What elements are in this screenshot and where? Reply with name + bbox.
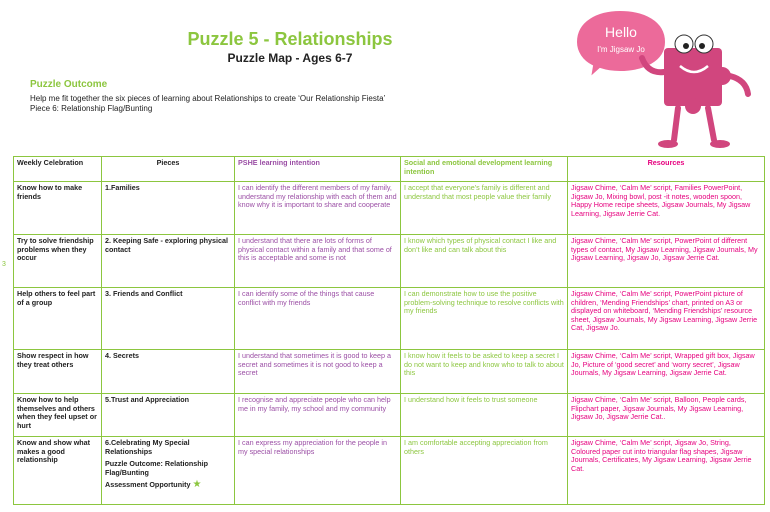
- piece-cell: 4. Secrets: [102, 350, 235, 394]
- header-pieces: Pieces: [102, 157, 235, 182]
- table-row: [14, 235, 765, 288]
- pshe-cell: I understand that sometimes it is good to keep a secret and sometimes it is not good to keep a secret: [235, 350, 401, 394]
- resources-cell: Jigsaw Chime, ‘Calm Me’ script, PowerPoint picture of children, ‘Mending Friendships’ chart, printed on A3 or displayed on whiteboard, ‘Mending Friendships’ resource sheet, Jigsaw Journals, My Jigsaw Learning, Jigsaw Jerrie Cat, Jigsaw Jo.: [568, 288, 765, 350]
- piece-cell: 3. Friends and Conflict: [102, 288, 235, 350]
- piece-outcome: Puzzle Outcome: Relationship Flag/Bunting: [105, 459, 209, 477]
- resources-cell: Jigsaw Chime, ‘Calm Me’ script, Balloon, People cards, Flipchart paper, Jigsaw Journals, My Jigsaw Learning, Jigsaw Jo, Jigsaw Jerrie Cat..: [568, 394, 765, 437]
- pshe-cell: I can identify some of the things that cause conflict with my friends: [235, 288, 401, 350]
- pshe-cell: I recognise and appreciate people who can help me in my family, my school and my community: [235, 394, 401, 437]
- header-pshe: PSHE learning intention: [235, 157, 401, 182]
- jigsaw-jo-mascot-icon: [568, 4, 768, 154]
- header-social-emotional: Social and emotional development learning intention: [401, 157, 568, 182]
- sed-cell: I know how it feels to be asked to keep a secret I do not want to keep and know who to talk to about this: [401, 350, 568, 394]
- assessment-line: [105, 481, 231, 490]
- piece-cell: 1.Families: [102, 182, 235, 235]
- resources-cell: Jigsaw Chime, ‘Calm Me’ script, Families PowerPoint, Jigsaw Jo, Mixing bowl, post -it notes, wooden spoon, Happy Home recipe sheets, Jigsaw Journals, My Jigsaw Learning, Jigsaw Jerrie Cat.: [568, 182, 765, 235]
- puzzle-outcome: [30, 79, 385, 114]
- title-block: [150, 28, 430, 66]
- sed-cell: I can demonstrate how to use the positive problem-solving technique to resolve conflicts with my friends: [401, 288, 568, 350]
- weekly-celebration-cell: Know how to help themselves and others when they feel upset or hurt: [14, 394, 102, 437]
- resources-cell: Jigsaw Chime, ‘Calm Me’ script, Jigsaw Jo, String, Coloured paper cut into triangular flag shapes, Jigsaw Journals, Certificates, My Jigsaw Learning, Jigsaw Jerrie Cat.: [568, 437, 765, 505]
- assessment-opportunity: Assessment Opportunity: [105, 480, 191, 490]
- piece-cell: [102, 437, 235, 505]
- sed-cell: I accept that everyone’s family is different and understand that most people value their family: [401, 182, 568, 235]
- puzzle-subtitle: Puzzle Map - Ages 6-7: [227, 51, 353, 65]
- pshe-cell: I can identify the different members of my family, understand my relationship with each of them and know why it is important to share and cooperate: [235, 182, 401, 235]
- piece-title: 6.Celebrating My Special Relationships: [105, 438, 190, 456]
- pshe-cell: I can express my appreciation for the people in my special relationships: [235, 437, 401, 505]
- weekly-celebration-cell: Know how to make friends: [14, 182, 102, 235]
- resources-cell: Jigsaw Chime, ‘Calm Me’ script, Wrapped gift box, Jigsaw Jo, Picture of ‘good secret’ and ‘worry secret’, Jigsaw Journals, My Jigsaw Learning, Jigsaw Jerrie Cat.: [568, 350, 765, 394]
- table-row: [14, 437, 765, 505]
- table-row: [14, 182, 765, 235]
- sed-cell: I am comfortable accepting appreciation from others: [401, 437, 568, 505]
- weekly-celebration-cell: Show respect in how they treat others: [14, 350, 102, 394]
- resources-cell: Jigsaw Chime, ‘Calm Me’ script, PowerPoint of different types of contact, My Jigsaw Learning, Jigsaw Journals, My Jigsaw Learning, Jigsaw Jo, Jigsaw Jerrie Cat.: [568, 235, 765, 288]
- star-icon: ★: [192, 479, 202, 491]
- piece-cell: 5.Trust and Appreciation: [102, 394, 235, 437]
- header-resources: Resources: [568, 157, 765, 182]
- weekly-celebration-cell: Help others to feel part of a group: [14, 288, 102, 350]
- pshe-cell: I understand that there are lots of forms of physical contact within a family and that some of this is acceptable and some is not: [235, 235, 401, 288]
- outcome-line1: Help me fit together the six pieces of learning about Relationships to create ‘Our Relationship Fiesta’: [30, 94, 386, 103]
- bubble-name: I'm Jigsaw Jo: [597, 45, 645, 54]
- table-row: [14, 350, 765, 394]
- weekly-celebration-cell: Know and show what makes a good relationship: [14, 437, 102, 505]
- puzzle-title: Puzzle 5 - Relationships: [187, 29, 393, 49]
- table-row: [14, 394, 765, 437]
- table-row: [14, 288, 765, 350]
- puzzle-map-table: [13, 156, 765, 505]
- sed-cell: I understand how it feels to trust someone: [401, 394, 568, 437]
- page-number: 3: [2, 261, 6, 268]
- piece-cell: 2. Keeping Safe - exploring physical contact: [102, 235, 235, 288]
- bubble-hello: Hello: [605, 24, 637, 40]
- table-header-row: [14, 157, 765, 182]
- weekly-celebration-cell: Try to solve friendship problems when they occur: [14, 235, 102, 288]
- outcome-line2: Piece 6: Relationship Flag/Bunting: [30, 104, 153, 113]
- header-weekly-celebration: Weekly Celebration: [14, 157, 102, 182]
- outcome-heading: Puzzle Outcome: [30, 79, 108, 90]
- sed-cell: I know which types of physical contact I like and don’t like and can talk about this: [401, 235, 568, 288]
